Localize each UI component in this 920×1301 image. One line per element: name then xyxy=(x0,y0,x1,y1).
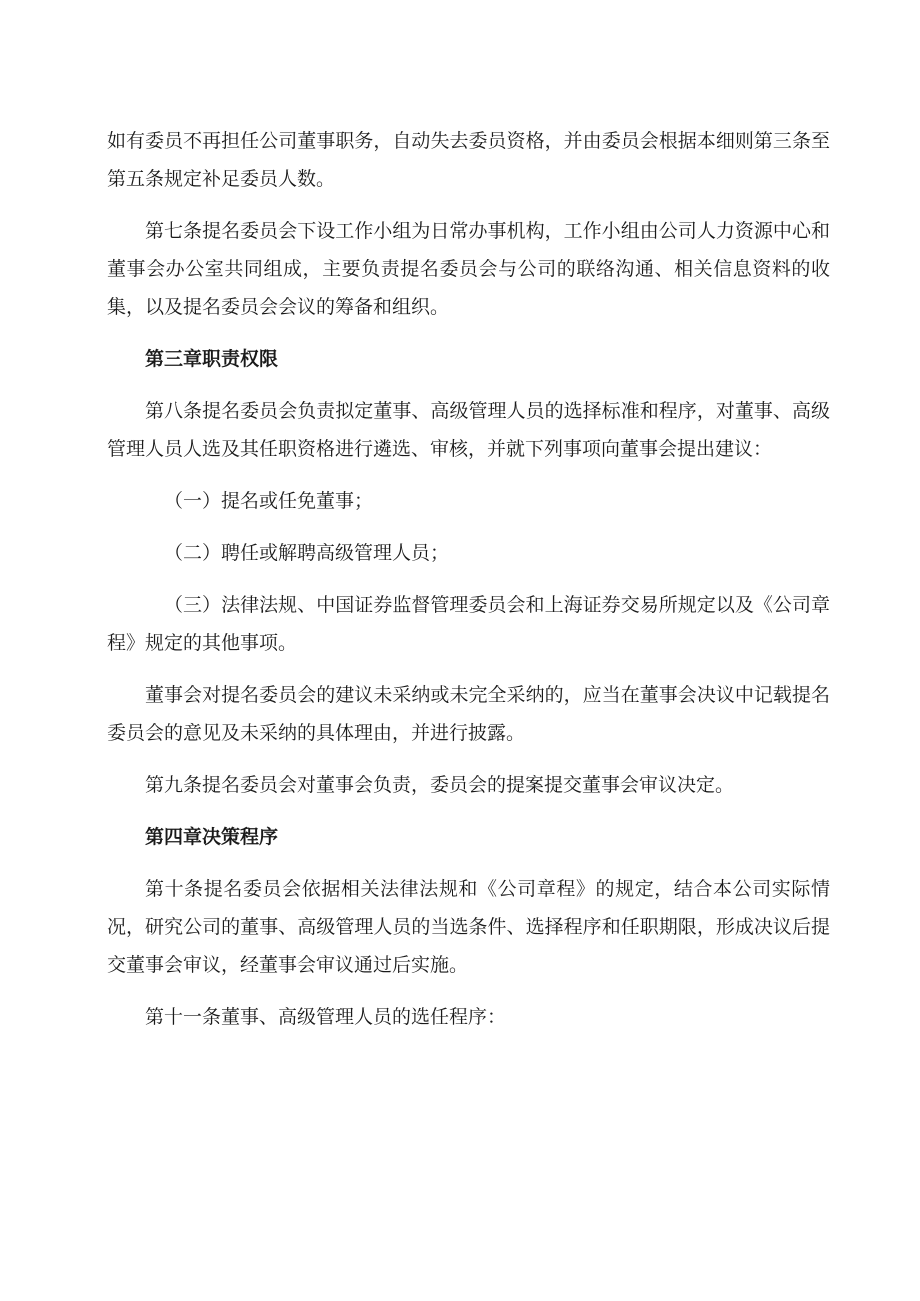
paragraph-article-9: 第九条提名委员会对董事会负责，委员会的提案提交董事会审议决定。 xyxy=(145,774,735,796)
paragraph-article-7: 第七条提名委员会下设工作小组为日常办事机构，工作小组由公司人力资源中心和董事会办公室共同组成，主要负责提名委员会与公司的联络沟通、相关信息资料的收集，以及提名委员会会议的筹备和组织。 xyxy=(107,220,830,318)
list-item-3: （三）法律法规、中国证券监督管理委员会和上海证券交易所规定以及《公司章程》规定的其他事项。 xyxy=(107,594,830,654)
paragraph-article-8: 第八条提名委员会负责拟定董事、高级管理人员的选择标准和程序，对董事、高级管理人员人选及其任职资格进行遴选、审核，并就下列事项向董事会提出建议： xyxy=(107,400,830,460)
paragraph-board-response: 董事会对提名委员会的建议未采纳或未完全采纳的，应当在董事会决议中记载提名委员会的意见及未采纳的具体理由，并进行披露。 xyxy=(107,684,830,744)
list-item-1: （一）提名或任免董事； xyxy=(164,490,374,512)
paragraph-article-10: 第十条提名委员会依据相关法律法规和《公司章程》的规定，结合本公司实际情况，研究公司的董事、高级管理人员的当选条件、选择程序和任职期限，形成决议后提交董事会审议，经董事会审议通过后实施。 xyxy=(107,878,830,976)
paragraph-committee-membership: 如有委员不再担任公司董事职务，自动失去委员资格，并由委员会根据本细则第三条至第五条规定补足委员人数。 xyxy=(107,130,830,190)
paragraph-article-11: 第十一条董事、高级管理人员的选任程序： xyxy=(145,1006,507,1028)
list-item-2: （二）聘任或解聘高级管理人员； xyxy=(164,542,450,564)
chapter-heading-4: 第四章决策程序 xyxy=(145,826,279,848)
chapter-heading-3: 第三章职责权限 xyxy=(145,348,279,370)
